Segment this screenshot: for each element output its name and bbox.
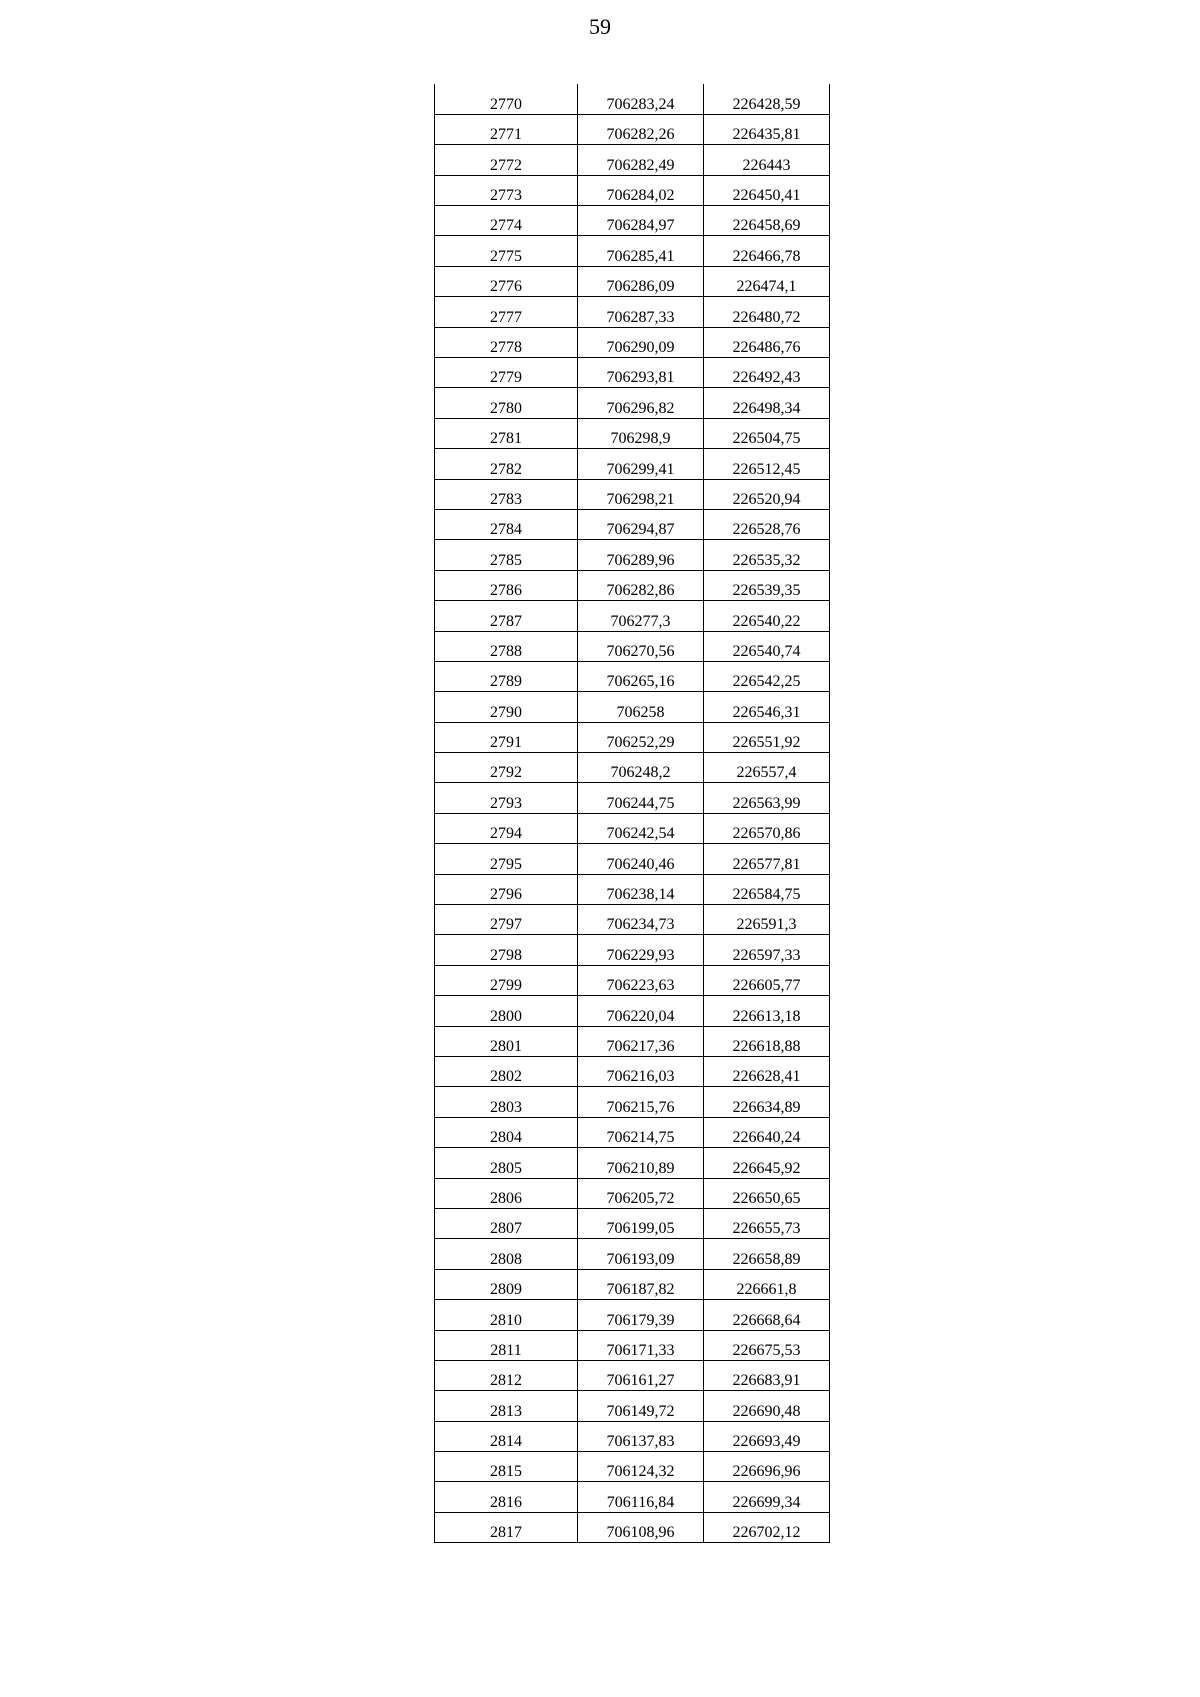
table-row bbox=[435, 1087, 830, 1117]
y-coordinate-cell: 226458,69 bbox=[704, 206, 830, 236]
y-coordinate-cell: 226628,41 bbox=[704, 1057, 830, 1087]
point-number-cell: 2800 bbox=[435, 996, 578, 1026]
point-number-cell: 2781 bbox=[435, 418, 578, 448]
point-number-cell: 2798 bbox=[435, 935, 578, 965]
x-coordinate-cell: 706284,02 bbox=[578, 175, 704, 205]
y-coordinate-cell: 226618,88 bbox=[704, 1026, 830, 1056]
x-coordinate-cell: 706284,97 bbox=[578, 206, 704, 236]
y-coordinate-cell: 226702,12 bbox=[704, 1512, 830, 1542]
x-coordinate-cell: 706214,75 bbox=[578, 1117, 704, 1147]
y-coordinate-cell: 226450,41 bbox=[704, 175, 830, 205]
y-coordinate-cell: 226535,32 bbox=[704, 540, 830, 570]
y-coordinate-cell: 226640,24 bbox=[704, 1117, 830, 1147]
y-coordinate-cell: 226474,1 bbox=[704, 266, 830, 296]
table-row bbox=[435, 905, 830, 935]
y-coordinate-cell: 226693,49 bbox=[704, 1421, 830, 1451]
table-row bbox=[435, 570, 830, 600]
y-coordinate-cell: 226563,99 bbox=[704, 783, 830, 813]
x-coordinate-cell: 706287,33 bbox=[578, 297, 704, 327]
y-coordinate-cell: 226428,59 bbox=[704, 84, 830, 114]
y-coordinate-cell: 226486,76 bbox=[704, 327, 830, 357]
table-row bbox=[435, 145, 830, 175]
point-number-cell: 2774 bbox=[435, 206, 578, 236]
point-number-cell: 2806 bbox=[435, 1178, 578, 1208]
x-coordinate-cell: 706238,14 bbox=[578, 874, 704, 904]
table-row bbox=[435, 266, 830, 296]
x-coordinate-cell: 706210,89 bbox=[578, 1148, 704, 1178]
y-coordinate-cell: 226584,75 bbox=[704, 874, 830, 904]
x-coordinate-cell: 706205,72 bbox=[578, 1178, 704, 1208]
table-row bbox=[435, 935, 830, 965]
x-coordinate-cell: 706193,09 bbox=[578, 1239, 704, 1269]
table-row bbox=[435, 813, 830, 843]
x-coordinate-cell: 706171,33 bbox=[578, 1330, 704, 1360]
x-coordinate-cell: 706294,87 bbox=[578, 509, 704, 539]
y-coordinate-cell: 226466,78 bbox=[704, 236, 830, 266]
y-coordinate-cell: 226542,25 bbox=[704, 661, 830, 691]
point-number-cell: 2807 bbox=[435, 1208, 578, 1238]
y-coordinate-cell: 226539,35 bbox=[704, 570, 830, 600]
x-coordinate-cell: 706179,39 bbox=[578, 1300, 704, 1330]
y-coordinate-cell: 226492,43 bbox=[704, 358, 830, 388]
point-number-cell: 2793 bbox=[435, 783, 578, 813]
point-number-cell: 2772 bbox=[435, 145, 578, 175]
x-coordinate-cell: 706252,29 bbox=[578, 722, 704, 752]
y-coordinate-cell: 226605,77 bbox=[704, 965, 830, 995]
y-coordinate-cell: 226520,94 bbox=[704, 479, 830, 509]
table-row bbox=[435, 479, 830, 509]
y-coordinate-cell: 226551,92 bbox=[704, 722, 830, 752]
y-coordinate-cell: 226504,75 bbox=[704, 418, 830, 448]
y-coordinate-cell: 226540,74 bbox=[704, 631, 830, 661]
point-number-cell: 2802 bbox=[435, 1057, 578, 1087]
x-coordinate-cell: 706240,46 bbox=[578, 844, 704, 874]
point-number-cell: 2787 bbox=[435, 601, 578, 631]
x-coordinate-cell: 706248,2 bbox=[578, 753, 704, 783]
x-coordinate-cell: 706258 bbox=[578, 692, 704, 722]
x-coordinate-cell: 706289,96 bbox=[578, 540, 704, 570]
x-coordinate-cell: 706124,32 bbox=[578, 1452, 704, 1482]
point-number-cell: 2817 bbox=[435, 1512, 578, 1542]
table-row bbox=[435, 1330, 830, 1360]
table-row bbox=[435, 965, 830, 995]
x-coordinate-cell: 706293,81 bbox=[578, 358, 704, 388]
x-coordinate-cell: 706298,9 bbox=[578, 418, 704, 448]
x-coordinate-cell: 706277,3 bbox=[578, 601, 704, 631]
y-coordinate-cell: 226557,4 bbox=[704, 753, 830, 783]
table-row bbox=[435, 358, 830, 388]
point-number-cell: 2797 bbox=[435, 905, 578, 935]
table-row bbox=[435, 418, 830, 448]
y-coordinate-cell: 226443 bbox=[704, 145, 830, 175]
y-coordinate-cell: 226634,89 bbox=[704, 1087, 830, 1117]
table-row bbox=[435, 722, 830, 752]
x-coordinate-cell: 706161,27 bbox=[578, 1360, 704, 1390]
table-row bbox=[435, 631, 830, 661]
y-coordinate-cell: 226668,64 bbox=[704, 1300, 830, 1330]
y-coordinate-cell: 226658,89 bbox=[704, 1239, 830, 1269]
table-row bbox=[435, 1269, 830, 1299]
table-row bbox=[435, 1482, 830, 1512]
y-coordinate-cell: 226675,53 bbox=[704, 1330, 830, 1360]
point-number-cell: 2785 bbox=[435, 540, 578, 570]
table-row bbox=[435, 1512, 830, 1542]
x-coordinate-cell: 706108,96 bbox=[578, 1512, 704, 1542]
x-coordinate-cell: 706220,04 bbox=[578, 996, 704, 1026]
point-number-cell: 2776 bbox=[435, 266, 578, 296]
table-row bbox=[435, 661, 830, 691]
y-coordinate-cell: 226650,65 bbox=[704, 1178, 830, 1208]
table-row bbox=[435, 1360, 830, 1390]
x-coordinate-cell: 706217,36 bbox=[578, 1026, 704, 1056]
y-coordinate-cell: 226435,81 bbox=[704, 114, 830, 144]
x-coordinate-cell: 706223,63 bbox=[578, 965, 704, 995]
x-coordinate-cell: 706265,16 bbox=[578, 661, 704, 691]
point-number-cell: 2812 bbox=[435, 1360, 578, 1390]
point-number-cell: 2779 bbox=[435, 358, 578, 388]
x-coordinate-cell: 706285,41 bbox=[578, 236, 704, 266]
x-coordinate-cell: 706242,54 bbox=[578, 813, 704, 843]
y-coordinate-cell: 226591,3 bbox=[704, 905, 830, 935]
point-number-cell: 2790 bbox=[435, 692, 578, 722]
table-row bbox=[435, 1421, 830, 1451]
point-number-cell: 2815 bbox=[435, 1452, 578, 1482]
point-number-cell: 2791 bbox=[435, 722, 578, 752]
table-row bbox=[435, 509, 830, 539]
table-row bbox=[435, 297, 830, 327]
point-number-cell: 2784 bbox=[435, 509, 578, 539]
point-number-cell: 2794 bbox=[435, 813, 578, 843]
table-row bbox=[435, 1178, 830, 1208]
table-row bbox=[435, 1117, 830, 1147]
table-row bbox=[435, 1026, 830, 1056]
coordinates-table bbox=[434, 84, 830, 1543]
y-coordinate-cell: 226655,73 bbox=[704, 1208, 830, 1238]
y-coordinate-cell: 226699,34 bbox=[704, 1482, 830, 1512]
table-row bbox=[435, 692, 830, 722]
x-coordinate-cell: 706290,09 bbox=[578, 327, 704, 357]
point-number-cell: 2808 bbox=[435, 1239, 578, 1269]
y-coordinate-cell: 226661,8 bbox=[704, 1269, 830, 1299]
table-row bbox=[435, 84, 830, 114]
table-row bbox=[435, 1391, 830, 1421]
point-number-cell: 2782 bbox=[435, 449, 578, 479]
table-row bbox=[435, 540, 830, 570]
x-coordinate-cell: 706296,82 bbox=[578, 388, 704, 418]
table-row bbox=[435, 388, 830, 418]
point-number-cell: 2816 bbox=[435, 1482, 578, 1512]
y-coordinate-cell: 226540,22 bbox=[704, 601, 830, 631]
point-number-cell: 2805 bbox=[435, 1148, 578, 1178]
table-row bbox=[435, 1300, 830, 1330]
point-number-cell: 2795 bbox=[435, 844, 578, 874]
y-coordinate-cell: 226690,48 bbox=[704, 1391, 830, 1421]
page-number: 59 bbox=[589, 14, 611, 39]
point-number-cell: 2803 bbox=[435, 1087, 578, 1117]
y-coordinate-cell: 226645,92 bbox=[704, 1148, 830, 1178]
table-row bbox=[435, 783, 830, 813]
point-number-cell: 2809 bbox=[435, 1269, 578, 1299]
x-coordinate-cell: 706149,72 bbox=[578, 1391, 704, 1421]
table-row bbox=[435, 1239, 830, 1269]
point-number-cell: 2799 bbox=[435, 965, 578, 995]
y-coordinate-cell: 226512,45 bbox=[704, 449, 830, 479]
point-number-cell: 2771 bbox=[435, 114, 578, 144]
x-coordinate-cell: 706229,93 bbox=[578, 935, 704, 965]
table-row bbox=[435, 206, 830, 236]
table-row bbox=[435, 844, 830, 874]
coordinates-table-body bbox=[435, 84, 830, 1543]
point-number-cell: 2814 bbox=[435, 1421, 578, 1451]
table-row bbox=[435, 449, 830, 479]
point-number-cell: 2801 bbox=[435, 1026, 578, 1056]
point-number-cell: 2780 bbox=[435, 388, 578, 418]
point-number-cell: 2789 bbox=[435, 661, 578, 691]
y-coordinate-cell: 226570,86 bbox=[704, 813, 830, 843]
x-coordinate-cell: 706270,56 bbox=[578, 631, 704, 661]
point-number-cell: 2796 bbox=[435, 874, 578, 904]
x-coordinate-cell: 706282,49 bbox=[578, 145, 704, 175]
point-number-cell: 2778 bbox=[435, 327, 578, 357]
x-coordinate-cell: 706282,26 bbox=[578, 114, 704, 144]
y-coordinate-cell: 226613,18 bbox=[704, 996, 830, 1026]
y-coordinate-cell: 226498,34 bbox=[704, 388, 830, 418]
table-row bbox=[435, 1148, 830, 1178]
x-coordinate-cell: 706299,41 bbox=[578, 449, 704, 479]
y-coordinate-cell: 226597,33 bbox=[704, 935, 830, 965]
x-coordinate-cell: 706116,84 bbox=[578, 1482, 704, 1512]
point-number-cell: 2777 bbox=[435, 297, 578, 327]
x-coordinate-cell: 706283,24 bbox=[578, 84, 704, 114]
x-coordinate-cell: 706216,03 bbox=[578, 1057, 704, 1087]
y-coordinate-cell: 226546,31 bbox=[704, 692, 830, 722]
point-number-cell: 2804 bbox=[435, 1117, 578, 1147]
point-number-cell: 2813 bbox=[435, 1391, 578, 1421]
x-coordinate-cell: 706298,21 bbox=[578, 479, 704, 509]
point-number-cell: 2786 bbox=[435, 570, 578, 600]
y-coordinate-cell: 226528,76 bbox=[704, 509, 830, 539]
table-row bbox=[435, 114, 830, 144]
x-coordinate-cell: 706187,82 bbox=[578, 1269, 704, 1299]
point-number-cell: 2811 bbox=[435, 1330, 578, 1360]
x-coordinate-cell: 706199,05 bbox=[578, 1208, 704, 1238]
point-number-cell: 2783 bbox=[435, 479, 578, 509]
x-coordinate-cell: 706286,09 bbox=[578, 266, 704, 296]
y-coordinate-cell: 226577,81 bbox=[704, 844, 830, 874]
x-coordinate-cell: 706282,86 bbox=[578, 570, 704, 600]
y-coordinate-cell: 226480,72 bbox=[704, 297, 830, 327]
table-row bbox=[435, 996, 830, 1026]
x-coordinate-cell: 706244,75 bbox=[578, 783, 704, 813]
table-row bbox=[435, 175, 830, 205]
table-row bbox=[435, 1452, 830, 1482]
table-row bbox=[435, 236, 830, 266]
table-row bbox=[435, 1057, 830, 1087]
x-coordinate-cell: 706234,73 bbox=[578, 905, 704, 935]
table-row bbox=[435, 874, 830, 904]
point-number-cell: 2775 bbox=[435, 236, 578, 266]
point-number-cell: 2773 bbox=[435, 175, 578, 205]
point-number-cell: 2792 bbox=[435, 753, 578, 783]
point-number-cell: 2770 bbox=[435, 84, 578, 114]
table-row bbox=[435, 753, 830, 783]
point-number-cell: 2788 bbox=[435, 631, 578, 661]
y-coordinate-cell: 226696,96 bbox=[704, 1452, 830, 1482]
y-coordinate-cell: 226683,91 bbox=[704, 1360, 830, 1390]
x-coordinate-cell: 706215,76 bbox=[578, 1087, 704, 1117]
table-row bbox=[435, 1208, 830, 1238]
point-number-cell: 2810 bbox=[435, 1300, 578, 1330]
table-row bbox=[435, 327, 830, 357]
x-coordinate-cell: 706137,83 bbox=[578, 1421, 704, 1451]
table-row bbox=[435, 601, 830, 631]
